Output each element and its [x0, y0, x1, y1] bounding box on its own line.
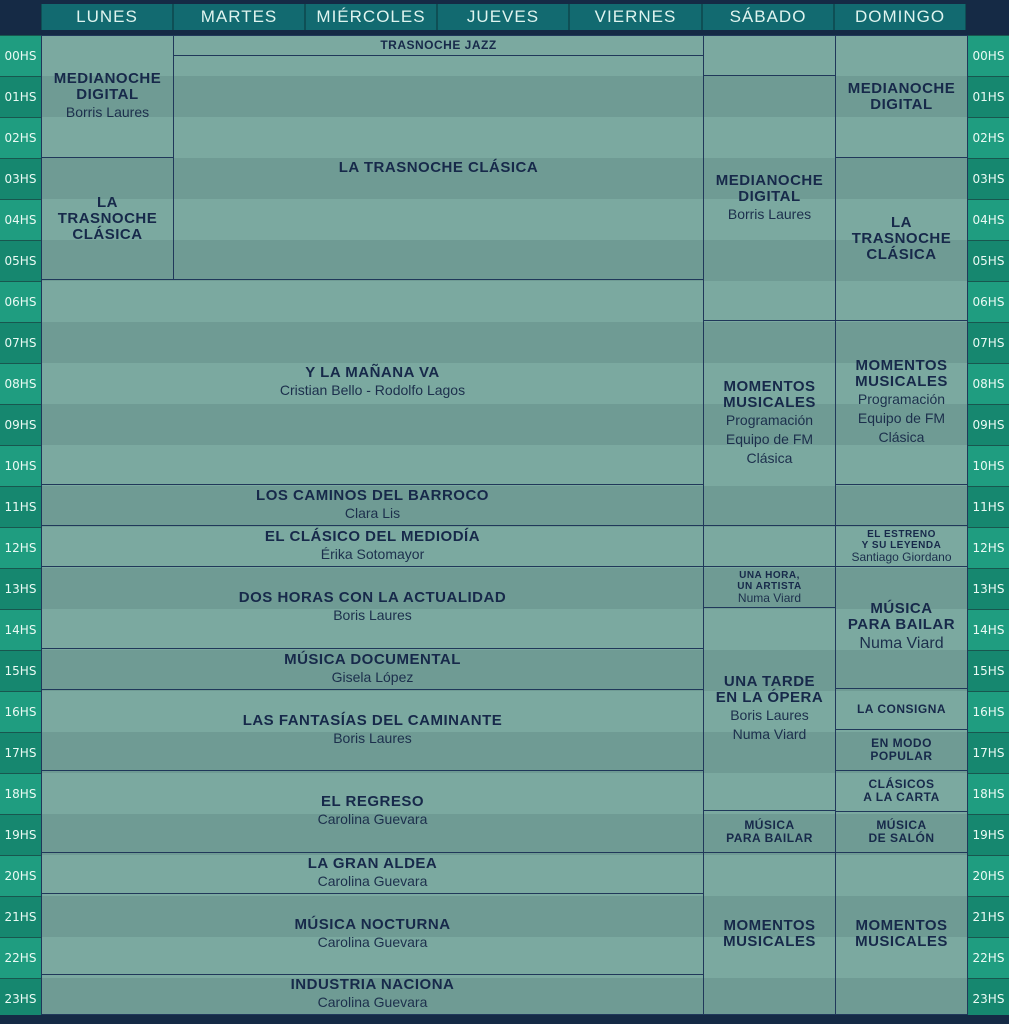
program-block[interactable]: [41, 566, 704, 649]
program-title: MOMENTOS MUSICALES: [855, 357, 948, 390]
hour-label: 11HS: [968, 486, 1009, 527]
program-host: Cristian Bello - Rodolfo Lagos: [279, 381, 466, 398]
program-title: MÚSICA PARA BAILAR: [726, 817, 813, 845]
program-host: Carolina Guevara: [317, 994, 428, 1010]
hour-label: 01HS: [0, 76, 41, 117]
program-block[interactable]: [835, 157, 968, 321]
program-title: MOMENTOS MUSICALES: [855, 916, 948, 950]
program-title: UNA HORA, UN ARTISTA: [737, 569, 802, 592]
hour-label: 21HS: [968, 896, 1009, 937]
program-host: Programación Equipo de FM Clásica: [857, 391, 946, 445]
bottom-bar: [0, 1015, 1009, 1024]
program-title: LA TRASNOCHE CLÁSICA: [338, 158, 539, 176]
hour-label: 15HS: [0, 650, 41, 691]
program-block[interactable]: [41, 648, 704, 690]
program-block[interactable]: [41, 35, 174, 158]
program-block[interactable]: [41, 484, 704, 526]
day-header-viernes: VIERNES: [569, 4, 702, 30]
program-block[interactable]: [703, 75, 836, 321]
hour-label: 05HS: [0, 240, 41, 281]
program-host: Gisela López: [331, 668, 414, 685]
program-block[interactable]: [173, 35, 704, 56]
hour-label: 15HS: [968, 650, 1009, 691]
program-block[interactable]: [835, 688, 968, 730]
program-host: Carolina Guevara: [317, 811, 428, 827]
program-host: Programación Equipo de FM Clásica: [725, 411, 814, 466]
hour-label: 20HS: [968, 855, 1009, 896]
hour-label: 07HS: [0, 322, 41, 363]
program-block[interactable]: [835, 811, 968, 853]
program-block[interactable]: [41, 689, 704, 771]
program-title: LAS FANTASÍAS DEL CAMINANTE: [242, 711, 503, 729]
hour-label: 20HS: [0, 855, 41, 896]
hour-label: 23HS: [968, 978, 1009, 1019]
hour-label: 14HS: [0, 609, 41, 650]
hour-label: 18HS: [0, 773, 41, 814]
program-title: EN MODO POPULAR: [870, 736, 933, 763]
program-title: LOS CAMINOS DEL BARROCO: [256, 486, 489, 504]
program-title: EL ESTRENO Y SU LEYENDA: [861, 528, 942, 551]
program-block[interactable]: [835, 320, 968, 485]
program-title: INDUSTRIA NACIONA: [290, 976, 455, 993]
hour-label: 18HS: [968, 773, 1009, 814]
day-header-miercoles: MIÉRCOLES: [305, 4, 437, 30]
program-title: MÚSICA DE SALÓN: [868, 818, 935, 845]
hour-label: 01HS: [968, 76, 1009, 117]
hour-label: 23HS: [0, 978, 41, 1019]
program-block[interactable]: [835, 729, 968, 771]
program-title: Y LA MAÑANA VA: [305, 363, 440, 381]
program-host: Borris Laures: [65, 104, 150, 120]
program-block[interactable]: [703, 852, 836, 1015]
program-block[interactable]: [703, 35, 836, 76]
hour-label: 14HS: [968, 609, 1009, 650]
hour-label: 13HS: [0, 568, 41, 609]
hour-label: 08HS: [968, 363, 1009, 404]
day-header-martes: MARTES: [173, 4, 305, 30]
hour-label: 00HS: [968, 35, 1009, 76]
program-title: EL CLÁSICO DEL MEDIODÍA: [264, 527, 481, 545]
program-host: Boris Laures Numa Viard: [730, 707, 809, 742]
hour-label: 10HS: [968, 445, 1009, 486]
hour-label: 21HS: [0, 896, 41, 937]
program-title: MOMENTOS MUSICALES: [723, 916, 816, 950]
hour-label: 02HS: [968, 117, 1009, 158]
hour-label: 11HS: [0, 486, 41, 527]
program-block[interactable]: [835, 770, 968, 812]
program-host: Santiago Giordano: [851, 549, 952, 564]
hour-label: 12HS: [968, 527, 1009, 568]
program-host: Boris Laures: [333, 729, 412, 746]
hour-label: 06HS: [0, 281, 41, 322]
hour-label: 17HS: [0, 732, 41, 773]
program-block[interactable]: [41, 525, 704, 567]
hour-label: 22HS: [968, 937, 1009, 978]
hour-label: 22HS: [0, 937, 41, 978]
hour-label: 10HS: [0, 445, 41, 486]
hour-label: 05HS: [968, 240, 1009, 281]
program-block[interactable]: [173, 55, 704, 280]
hour-label: 06HS: [968, 281, 1009, 322]
hour-label: 07HS: [968, 322, 1009, 363]
program-title: EL REGRESO: [320, 793, 425, 810]
program-host: Boris Laures: [333, 607, 412, 623]
hour-label: 02HS: [0, 117, 41, 158]
program-host: Numa Viard: [737, 590, 802, 605]
program-host: Carolina Guevara: [317, 933, 428, 950]
hour-label: 13HS: [968, 568, 1009, 609]
program-block[interactable]: [41, 852, 704, 894]
program-block[interactable]: [41, 893, 704, 975]
program-block[interactable]: [41, 770, 704, 853]
program-title: MEDIANOCHE DIGITAL: [715, 171, 824, 205]
hour-label: 16HS: [0, 691, 41, 732]
hour-label: 16HS: [968, 691, 1009, 732]
day-header-sabado: SÁBADO: [702, 4, 834, 30]
program-title: CLÁSICOS A LA CARTA: [863, 777, 940, 804]
hour-label: 19HS: [0, 814, 41, 855]
program-block[interactable]: [41, 974, 704, 1015]
hour-label: 03HS: [0, 158, 41, 199]
program-title: LA GRAN ALDEA: [307, 854, 438, 872]
program-block[interactable]: [703, 525, 836, 567]
hour-label: 19HS: [968, 814, 1009, 855]
program-host: Clara Lis: [344, 504, 401, 521]
hour-label: 04HS: [968, 199, 1009, 240]
day-header-lunes: LUNES: [41, 4, 173, 30]
hour-label: 12HS: [0, 527, 41, 568]
program-block[interactable]: [835, 484, 968, 526]
hour-label: 03HS: [968, 158, 1009, 199]
program-block[interactable]: [835, 566, 968, 689]
program-title: MÚSICA NOCTURNA: [294, 915, 451, 933]
program-title: TRASNOCHE JAZZ: [380, 38, 497, 52]
program-title: LA TRASNOCHE CLÁSICA: [57, 193, 158, 243]
program-block[interactable]: [703, 566, 836, 608]
hour-label: 00HS: [0, 35, 41, 76]
program-title: MÚSICA PARA BAILAR: [847, 599, 956, 633]
program-block[interactable]: [835, 525, 968, 567]
day-header-jueves: JUEVES: [437, 4, 569, 30]
hour-label: 08HS: [0, 363, 41, 404]
program-host: Carolina Guevara: [317, 872, 428, 889]
program-title: LA TRASNOCHE CLÁSICA: [851, 214, 952, 263]
program-title: DOS HORAS CON LA ACTUALIDAD: [238, 589, 507, 606]
program-block[interactable]: [41, 279, 704, 485]
program-host: Érika Sotomayor: [320, 545, 425, 562]
day-header-domingo: DOMINGO: [834, 4, 966, 30]
program-block[interactable]: [703, 607, 836, 811]
program-title: MÚSICA DOCUMENTAL: [284, 650, 461, 668]
program-title: MEDIANOCHE DIGITAL: [53, 70, 162, 103]
program-block[interactable]: [703, 810, 836, 853]
program-block[interactable]: [41, 157, 174, 280]
program-title: LA CONSIGNA: [856, 701, 947, 716]
program-host: Borris Laures: [727, 205, 812, 222]
program-block[interactable]: [835, 852, 968, 1015]
hour-label: 17HS: [968, 732, 1009, 773]
hour-label: 09HS: [0, 404, 41, 445]
program-title: MOMENTOS MUSICALES: [723, 377, 816, 411]
program-host: Numa Viard: [859, 634, 944, 652]
program-title: MEDIANOCHE DIGITAL: [847, 79, 956, 113]
hour-label: 09HS: [968, 404, 1009, 445]
program-block[interactable]: [703, 320, 836, 526]
hour-label: 04HS: [0, 199, 41, 240]
program-title: UNA TARDE EN LA ÓPERA: [715, 673, 824, 706]
program-block[interactable]: [835, 35, 968, 158]
